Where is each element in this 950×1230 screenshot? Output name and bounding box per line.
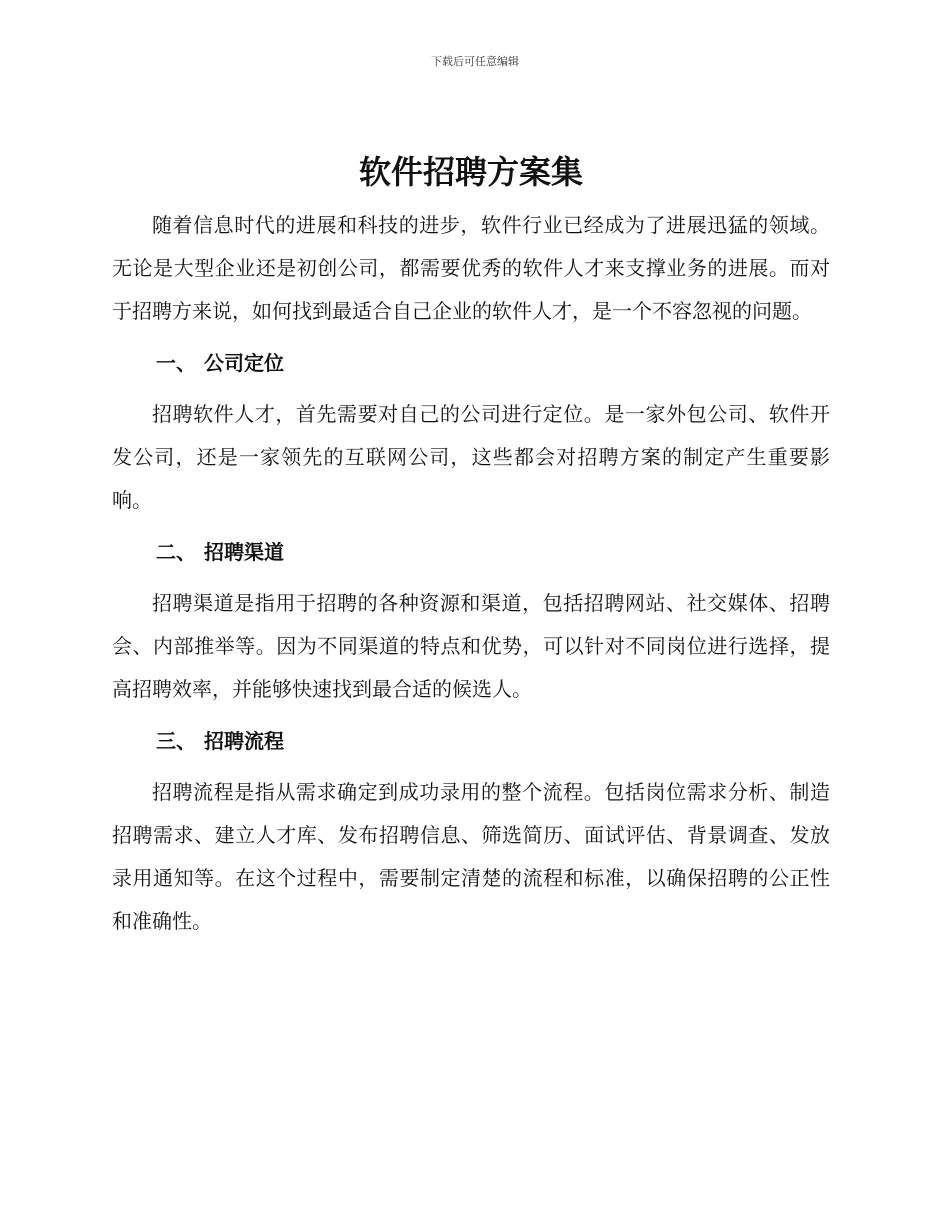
section-heading-1 — [112, 333, 830, 393]
section-body-1: 招聘软件人才，首先需要对自己的公司进行定位。是一家外包公司、软件开发公司，还是一家领先的互联网公司，这些都会对招聘方案的制定产生重要影响。 — [112, 402, 830, 512]
document-body — [112, 148, 830, 943]
section-heading-2 — [112, 522, 830, 582]
title-spacer — [112, 196, 830, 204]
header-note: 下载后可任意编辑 — [431, 55, 519, 68]
section-heading-3 — [112, 711, 830, 771]
section-number-3: 三、 — [156, 729, 196, 753]
section-title-2: 招聘渠道 — [204, 540, 284, 564]
section-body-3: 招聘流程是指从需求确定到成功录用的整个流程。包括岗位需求分析、制造招聘需求、建立人才库、发布招聘信息、筛选简历、面试评估、背景调查、发放录用通知等。在这个过程中，需要制定清楚的流程和标准，以确保招聘的公正性和准确性。 — [112, 780, 830, 933]
intro-paragraph: 随着信息时代的进展和科技的进步，软件行业已经成为了进展迅猛的领域。无论是大型企业还是初创公司，都需要优秀的软件人才来支撑业务的进展。而对于招聘方来说，如何找到最适合自己企业的软件人才，是一个不容忽视的问题。 — [112, 213, 830, 323]
section-title-3: 招聘流程 — [204, 729, 284, 753]
section-body-2: 招聘渠道是指用于招聘的各种资源和渠道，包括招聘网站、社交媒体、招聘会、内部推举等。因为不同渠道的特点和优势，可以针对不同岗位进行选择，提高招聘效率，并能够快速找到最合适的候选人。 — [112, 591, 830, 701]
section-title-1: 公司定位 — [204, 351, 284, 375]
section-number-1: 一、 — [156, 351, 196, 375]
section-number-2: 二、 — [156, 540, 196, 564]
document-title: 软件招聘方案集 — [358, 153, 583, 191]
